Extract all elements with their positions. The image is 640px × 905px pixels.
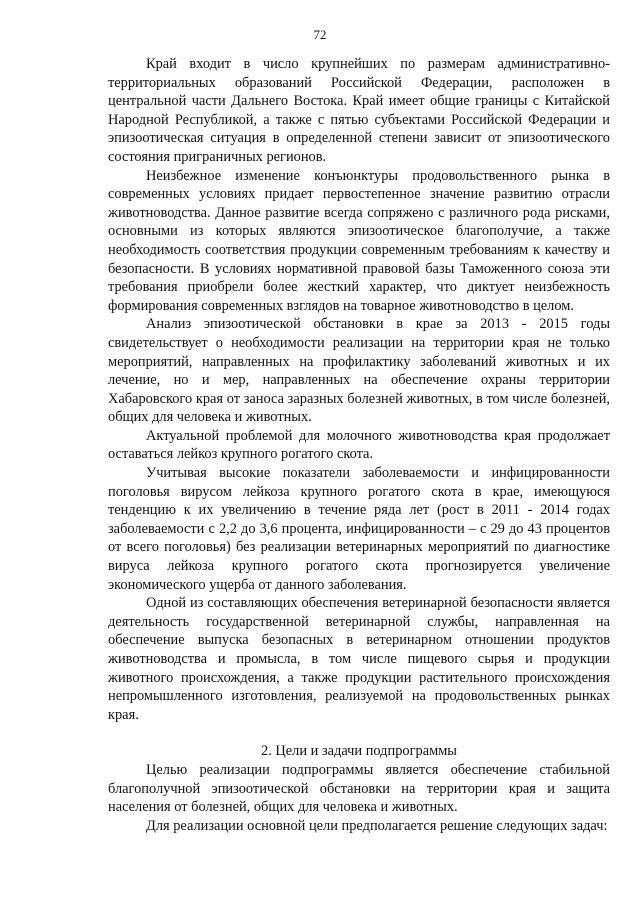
paragraph-program-goal: Целью реализации подпрограммы является обеспечение стабильной благополучной эпизоотической обстановки на территории края и защита населения от болезней, общих для человека и животных. <box>108 761 610 816</box>
paragraph-program-tasks: Для реализации основной цели предполагается решение следующих задач: <box>146 817 608 834</box>
paragraph-epizootic-analysis: Анализ эпизоотической обстановки в крае за 2013 - 2015 годы свидетельствует о необходимости реализации на территории края не только мероприятий, направленных на профилактику заболеваний животных и их лечение, но и мер, направленных на обеспечение охраны территории Хабаровского края от заноса заразных болезней животных, в том числе болезней, общих для человека и животных. <box>108 316 610 426</box>
paragraph-region-overview: Край входит в число крупнейших по размерам административно-территориальных образований Российской Федерации, расположен в центральной части Дальнего Востока. Край имеет общие границы с Китайской Народной Республикой, а также с пятью субъектами Российской Федерации и эпизоотическая ситуация в определенной степени зависит от эпизоотического состояния приграничных регионов. <box>108 56 610 165</box>
page-number: 72 <box>313 27 327 42</box>
paragraph-market-conditions: Неизбежное изменение конъюнктуры продовольственного рынка в современных условиях придает первостепенное значение развитию отрасли животноводства. Данное развитие всегда сопряжено с различного рода рисками, основными из которых являются эпизоотическое благополучие, а также необходимость соответствия продукции современным требованиям к качеству и безопасности. В условиях нормативной правовой базы Таможенного союза эти требования приобрели более жесткий характер, что диктует неизбежность формирования современных взглядов на товарное животноводство в целом. <box>108 167 610 314</box>
paragraph-veterinary-service: Одной из составляющих обеспечения ветеринарной безопасности является деятельность государственной ветеринарной службы, направленная на обеспечение выпуска безопасных в ветеринарном отношении продуктов животноводства и промысла, в том числе пищевого сырья и продукции животного происхождения, а также продукции растительного происхождения непромышленного изготовления, реализуемой на продовольственных рынках края. <box>108 595 610 723</box>
section-heading: 2. Цели и задачи подпрограммы <box>261 743 457 760</box>
paragraph-leukosis-problem: Актуальной проблемой для молочного животноводства края продолжает оставаться лейкоз крупного рогатого скота. <box>108 427 610 463</box>
document-body <box>108 55 610 835</box>
paragraph-leukosis-statistics: Учитывая высокие показатели заболеваемости и инфицированности поголовья вирусом лейкоза крупного рогатого скота в крае, имеющуюся тенденцию к их увеличению в течение ряда лет (рост в 2011 - 2014 годах заболеваемости с 2,2 до 3,6 процента, инфицированности – с 29 до 43 процентов от всего поголовья) без реализации ветеринарных мероприятий по диагностике вируса лейкоза крупного рогатого скота прогнозируется увеличение экономического ущерба от данного заболевания. <box>108 465 610 593</box>
